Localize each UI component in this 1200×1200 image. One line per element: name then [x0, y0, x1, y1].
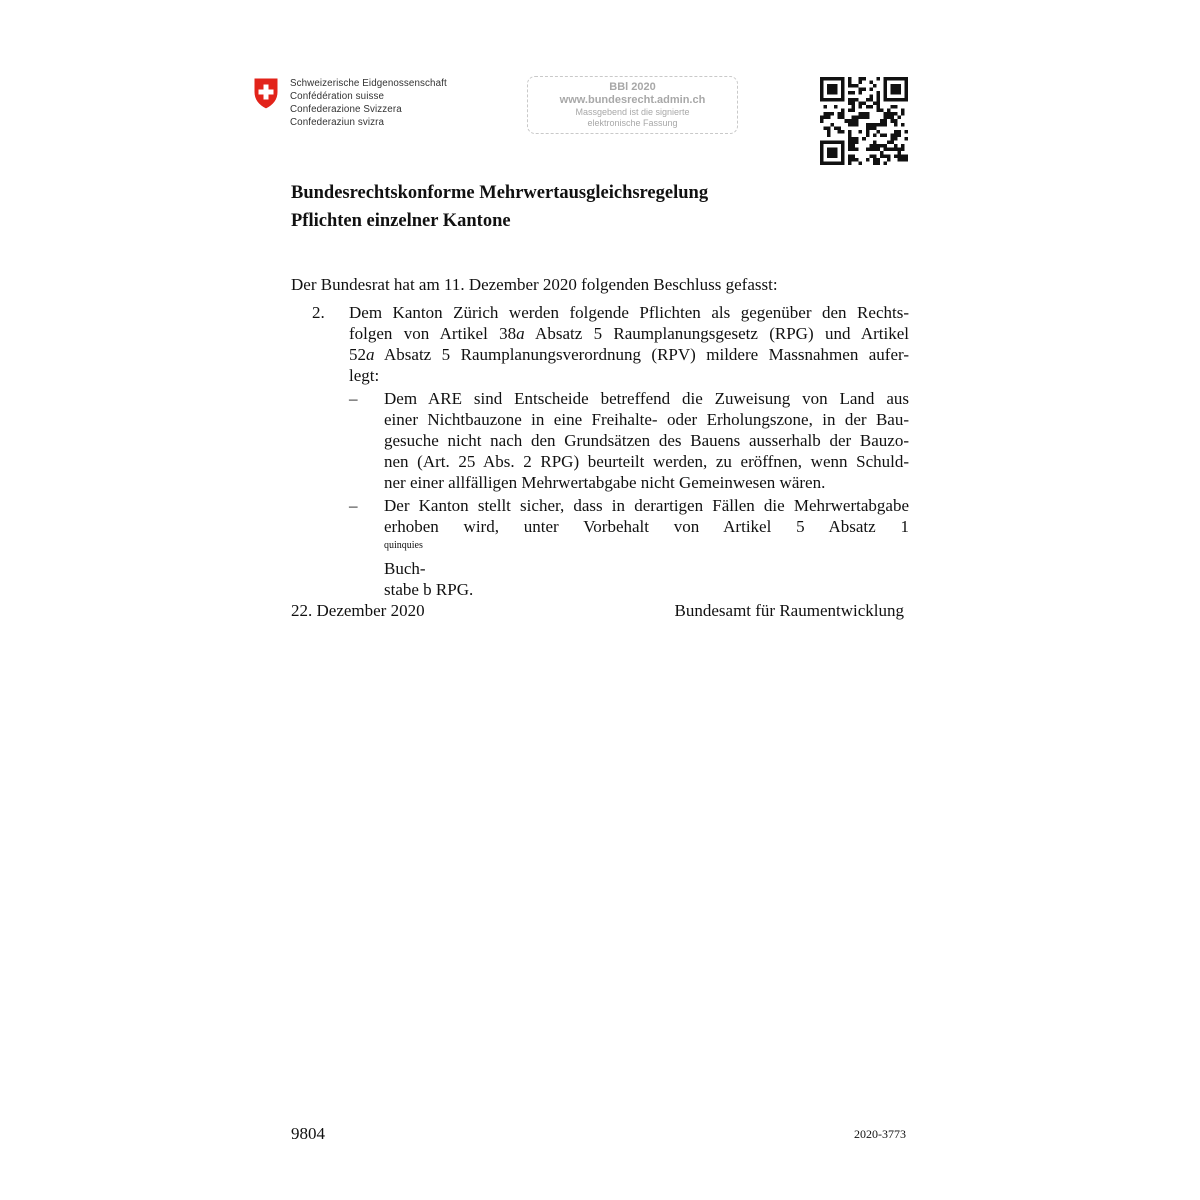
item-line: Dem Kanton Zürich werden folgende Pflichten als gegenüber den Rechts- [349, 303, 909, 322]
decision-item [291, 302, 909, 600]
item-line: legt: [349, 366, 380, 385]
title-line-1: Bundesrechtskonforme Mehrwertausgleichsregelung [291, 183, 709, 203]
stamp-line-4: elektronische Fassung [587, 118, 678, 128]
federal-logo [252, 76, 447, 129]
title-line-2: Pflichten einzelner Kantone [291, 211, 511, 231]
swiss-coat-of-arms-icon [252, 76, 280, 110]
issuing-office: Bundesamt für Raumentwicklung [674, 601, 904, 620]
bullet-text: Dem ARE sind Entscheide betreffend die Zuweisung von Land aus einer Nichtbauzone in eine Freihalte- oder Erholungszone, in der Bau- gesuche nicht nach den Grundsätzen des Bauens ausserhalb der Bauzo- nen (Art. 25 Abs. 2 RPG) beurteilt werden, zu eröffnen, wenn Schuld- ner einer allfälligen Mehrwertabgabe nicht Gemeinwesen wären. [384, 389, 909, 492]
intro-sentence: Der Bundesrat hat am 11. Dezember 2020 folgenden Beschluss gefasst: [291, 275, 778, 294]
bullet-item [349, 495, 909, 600]
org-name-rm: Confederaziun svizra [290, 117, 385, 128]
bullet-item [349, 388, 909, 493]
bullet-text: Der Kanton stellt sicher, dass in derartigen Fällen die Mehrwertabgabe erhoben wird, unter Vorbehalt von Artikel 5 Absatz 1 $^{quinquies}$ Buch- stabe b RPG. [384, 496, 909, 599]
bbl-stamp [527, 76, 738, 134]
item-body [349, 302, 909, 600]
item-line: 52a Absatz 5 Raumplanungsverordnung (RPV) mildere Massnahmen aufer- [349, 345, 909, 364]
item-line: folgen von Artikel 38a Absatz 5 Raumplanungsgesetz (RPG) und Artikel [349, 324, 909, 343]
bullet-dash: – [349, 389, 358, 408]
org-name-de: Schweizerische Eidgenossenschaft [290, 78, 447, 89]
org-name-it: Confederazione Svizzera [290, 104, 402, 115]
bullet-dash: – [349, 496, 358, 515]
stamp-line-3: Massgebend ist die signierte [575, 107, 690, 117]
org-names [290, 77, 447, 129]
org-name-fr: Confédération suisse [290, 91, 385, 102]
document-title [291, 179, 708, 235]
page-number: 9804 [291, 1124, 325, 1143]
document-number: 2020-3773 [854, 1127, 906, 1141]
qr-code-icon [820, 77, 908, 165]
stamp-line-1: BBl 2020 [609, 81, 656, 93]
stamp-line-2: www.bundesrecht.admin.ch [559, 94, 706, 106]
decision-date: 22. Dezember 2020 [291, 601, 425, 620]
item-number: 2. [312, 303, 325, 322]
item-paragraph [349, 302, 909, 386]
